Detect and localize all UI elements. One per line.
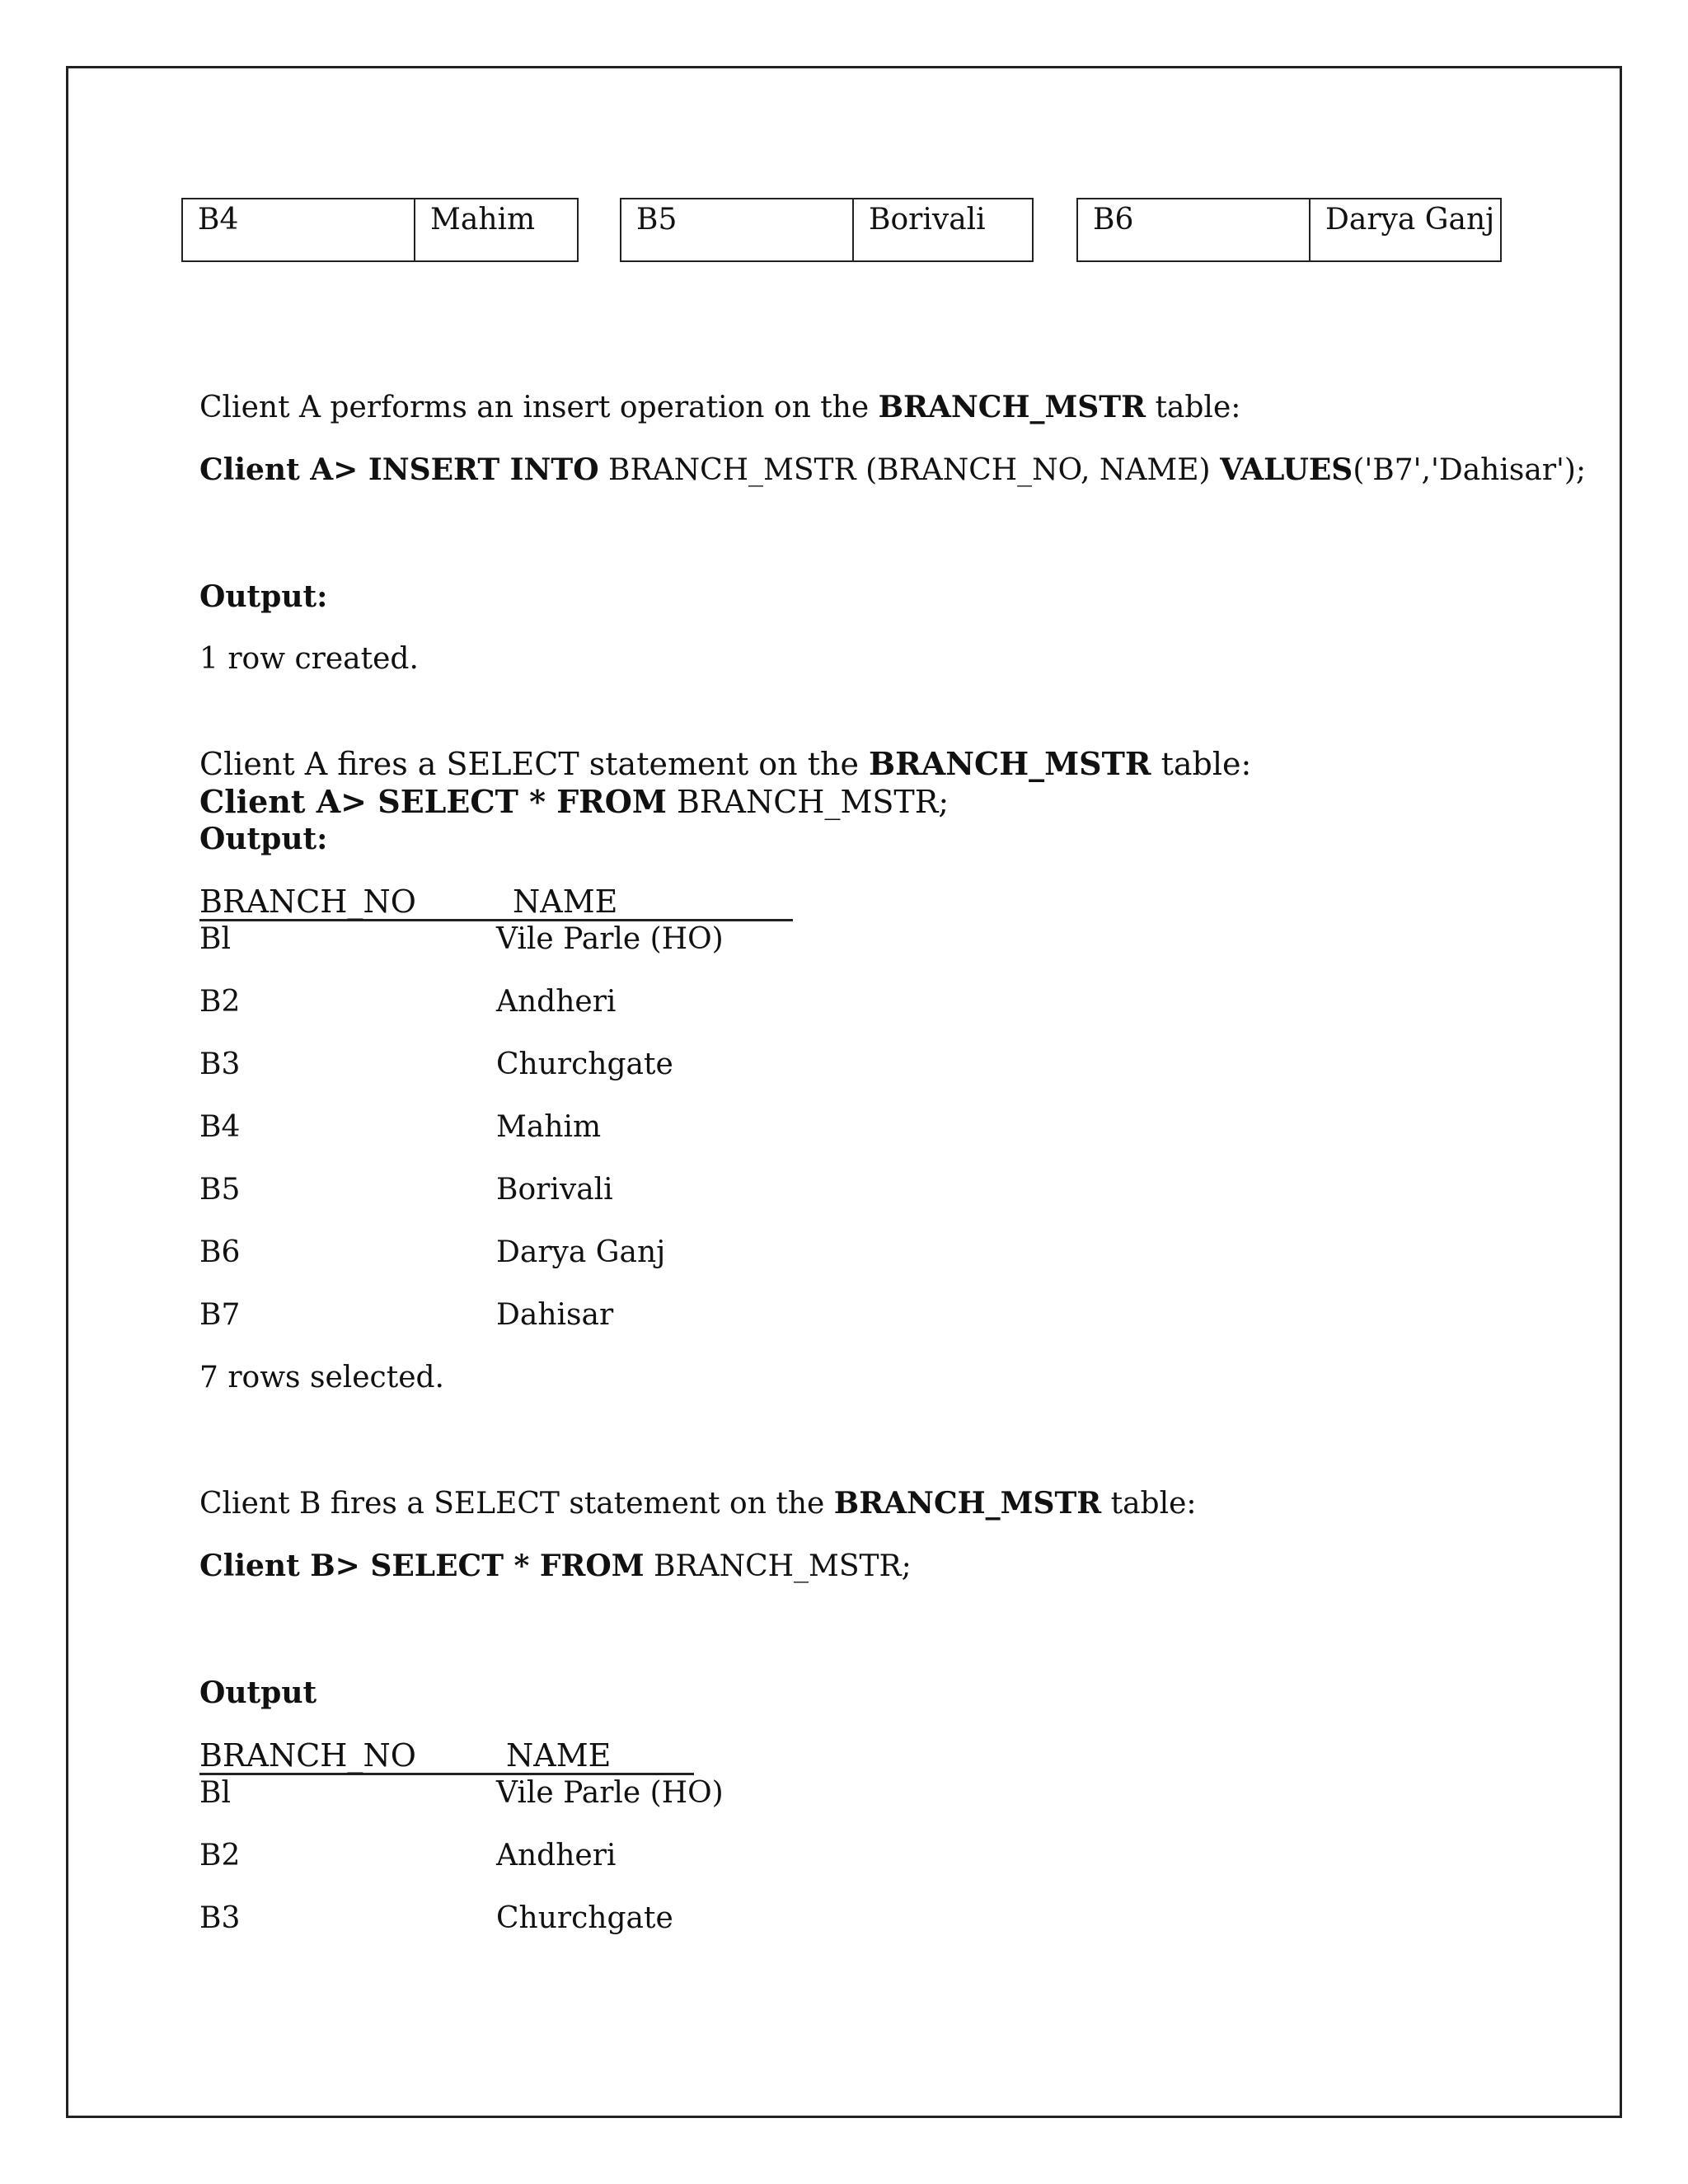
insert-intro — [199, 389, 1240, 426]
command-text: BRANCH_MSTR; — [666, 784, 950, 820]
cell-branch-no: B3 — [199, 1047, 241, 1081]
cell-branch-no: B2 — [199, 1839, 241, 1872]
result-header — [199, 883, 793, 921]
cell-name: Borivali — [496, 1173, 613, 1207]
command-keyword: VALUES — [1220, 452, 1353, 487]
output-label-text: Output: — [199, 822, 328, 856]
page-border — [66, 66, 1622, 2118]
intro-text: Client B fires a SELECT statement on the — [199, 1487, 834, 1521]
cell-name: Churchgate — [496, 1047, 673, 1081]
output-label — [199, 1675, 316, 1712]
select-b-intro — [199, 1485, 1197, 1522]
cell-name: Vile Parle (HO) — [496, 1776, 724, 1810]
branch-name-cell: Darya Ganj — [1309, 199, 1500, 260]
branch-no-cell: B6 — [1093, 203, 1134, 237]
output-label-text: Output — [199, 1675, 317, 1710]
command-keyword: Client B> SELECT * FROM — [199, 1549, 645, 1583]
branch-table-b4 — [181, 198, 579, 262]
branch-no-cell: B5 — [636, 203, 678, 237]
branch-table-b5 — [620, 198, 1034, 262]
result-header — [199, 1737, 694, 1775]
insert-result: 1 row created. — [199, 642, 419, 676]
intro-text: table: — [1146, 391, 1241, 424]
branch-name-cell: Mahim — [414, 199, 577, 260]
column-branch-no: BRANCH_NO — [199, 1737, 416, 1774]
output-label — [199, 579, 327, 616]
insert-command — [199, 452, 1586, 489]
table-name: BRANCH_MSTR — [878, 390, 1146, 424]
cell-branch-no: B4 — [199, 1110, 241, 1144]
intro-text: Client A performs an insert operation on the — [199, 391, 879, 424]
column-name: NAME — [506, 1737, 612, 1774]
branch-table-b6 — [1076, 198, 1502, 262]
output-label — [199, 821, 327, 858]
intro-text: Client A fires a SELECT statement on the — [199, 746, 870, 782]
intro-text: table: — [1101, 1487, 1197, 1521]
command-text: ('B7','Dahisar'); — [1353, 453, 1587, 487]
command-text: BRANCH_MSTR; — [644, 1549, 912, 1583]
cell-name: Dahisar — [496, 1298, 614, 1332]
cell-name: Andheri — [496, 985, 617, 1019]
cell-name: Churchgate — [496, 1901, 673, 1935]
table-name: BRANCH_MSTR — [833, 1486, 1102, 1521]
command-keyword: Client A> INSERT INTO — [199, 452, 599, 487]
cell-branch-no: Bl — [199, 1776, 231, 1810]
command-keyword: Client A> SELECT * FROM — [199, 783, 667, 820]
branch-name-cell: Borivali — [852, 199, 1032, 260]
branch-no-cell: B4 — [198, 203, 239, 237]
select-a-intro — [199, 745, 1251, 783]
rows-selected-footer: 7 rows selected. — [199, 1361, 444, 1394]
cell-branch-no: B6 — [199, 1235, 241, 1269]
select-a-command — [199, 783, 949, 821]
cell-name: Darya Ganj — [496, 1235, 666, 1269]
cell-branch-no: B2 — [199, 985, 241, 1019]
table-name: BRANCH_MSTR — [869, 745, 1151, 782]
cell-branch-no: Bl — [199, 922, 231, 956]
cell-branch-no: B3 — [199, 1901, 241, 1935]
command-text: BRANCH_MSTR (BRANCH_NO, NAME) — [598, 453, 1221, 487]
cell-name: Mahim — [496, 1110, 602, 1144]
cell-name: Andheri — [496, 1839, 617, 1872]
cell-branch-no: B7 — [199, 1298, 241, 1332]
output-label-text: Output: — [199, 579, 328, 614]
cell-branch-no: B5 — [199, 1173, 241, 1207]
column-branch-no: BRANCH_NO — [199, 883, 416, 920]
select-b-command — [199, 1548, 912, 1585]
column-name: NAME — [513, 883, 618, 920]
intro-text: table: — [1151, 746, 1252, 782]
cell-name: Vile Parle (HO) — [496, 922, 724, 956]
